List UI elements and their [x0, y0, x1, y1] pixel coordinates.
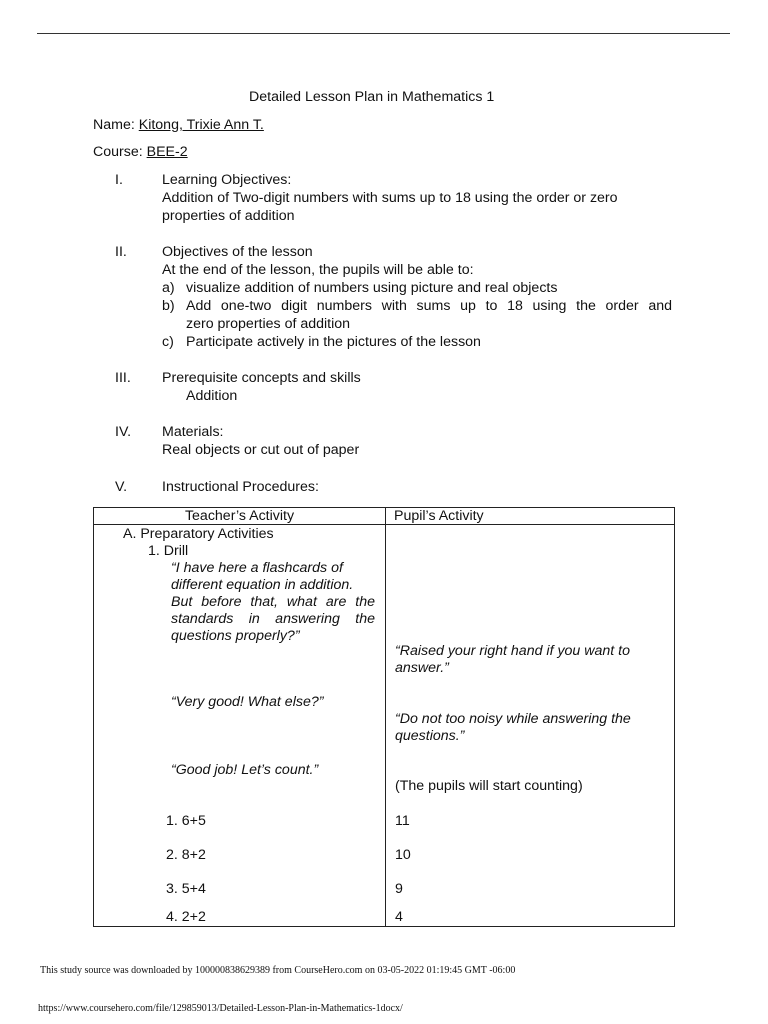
pupil-response: (The pupils will start counting)	[395, 778, 583, 794]
download-notice: This study source was downloaded by 100000838629389 from CourseHero.com on 03-05-2022 01:19:45 GMT -06:00	[40, 965, 516, 976]
teacher-question: standards in answering the	[171, 611, 375, 627]
section-3-item: Addition	[186, 388, 238, 404]
equation: 4. 2+2	[166, 909, 206, 925]
teacher-question: But before that, what are the	[171, 594, 375, 610]
source-url: https://www.coursehero.com/file/129859013/Detailed-Lesson-Plan-in-Mathematics-1docx/	[38, 1003, 403, 1014]
section-2-intro: At the end of the lesson, the pupils will be able to:	[162, 262, 474, 278]
answer: 11	[395, 813, 410, 829]
section-1-text: Addition of Two-digit numbers with sums up to 18 using the order or zero	[162, 190, 618, 206]
section-4-heading: Materials:	[162, 424, 224, 440]
answer: 4	[395, 909, 403, 925]
section-4-number: IV.	[115, 424, 132, 440]
equation: 2. 8+2	[166, 847, 206, 863]
section-2-number: II.	[115, 244, 127, 260]
section-3-number: III.	[115, 370, 131, 386]
course-label: Course:	[93, 144, 147, 160]
pupil-activity-header: Pupil’s Activity	[386, 508, 675, 525]
teacher-praise: “Good job! Let’s count.”	[171, 762, 319, 778]
section-5-heading: Instructional Procedures:	[162, 479, 319, 495]
answer: 10	[395, 847, 411, 863]
name-label: Name:	[93, 117, 139, 133]
name-value: Kitong, Trixie Ann T.	[138, 117, 264, 133]
pupil-response: answer.”	[395, 660, 449, 676]
document-title: Detailed Lesson Plan in Mathematics 1	[249, 89, 495, 105]
teacher-activity-cell	[94, 525, 386, 927]
section-3-heading: Prerequisite concepts and skills	[162, 370, 361, 386]
equation: 1. 6+5	[166, 813, 206, 829]
name-line	[93, 116, 264, 134]
objective-c-text: Participate actively in the pictures of the lesson	[186, 334, 481, 350]
objective-b-text: Add one-two digit numbers with sums up to 18 using the order and	[186, 298, 672, 314]
pupil-activity-cell	[386, 525, 675, 927]
objective-c-marker: c)	[162, 334, 174, 350]
pupil-response: “Do not too noisy while answering the	[395, 711, 631, 727]
section-1-heading: Learning Objectives:	[162, 172, 292, 188]
teacher-question: different equation in addition.	[171, 577, 354, 593]
objective-a-marker: a)	[162, 280, 175, 296]
section-1-number: I.	[115, 172, 123, 188]
pupil-response: questions.”	[395, 728, 465, 744]
teacher-question: “I have here a flashcards of	[171, 560, 343, 576]
table-row	[94, 525, 675, 927]
drill-heading: 1. Drill	[148, 543, 189, 559]
pupil-response: “Raised your right hand if you want to	[395, 643, 631, 659]
activity-table	[93, 507, 675, 927]
preparatory-activities: A. Preparatory Activities	[123, 526, 274, 542]
course-value: BEE-2	[146, 144, 188, 160]
equation: 3. 5+4	[166, 881, 206, 897]
table-header-row	[94, 508, 675, 525]
objective-b-marker: b)	[162, 298, 175, 314]
teacher-praise: “Very good! What else?”	[171, 694, 324, 710]
section-4-item: Real objects or cut out of paper	[162, 442, 360, 458]
teacher-question: questions properly?”	[171, 628, 300, 644]
teacher-activity-header: Teacher’s Activity	[94, 508, 386, 525]
section-5-number: V.	[115, 479, 128, 495]
course-line	[93, 143, 188, 161]
answer: 9	[395, 881, 403, 897]
objective-b-text: zero properties of addition	[186, 316, 351, 332]
section-1-text: properties of addition	[162, 208, 295, 224]
objective-a-text: visualize addition of numbers using picture and real objects	[186, 280, 558, 296]
top-divider	[37, 33, 730, 34]
section-2-heading: Objectives of the lesson	[162, 244, 313, 260]
